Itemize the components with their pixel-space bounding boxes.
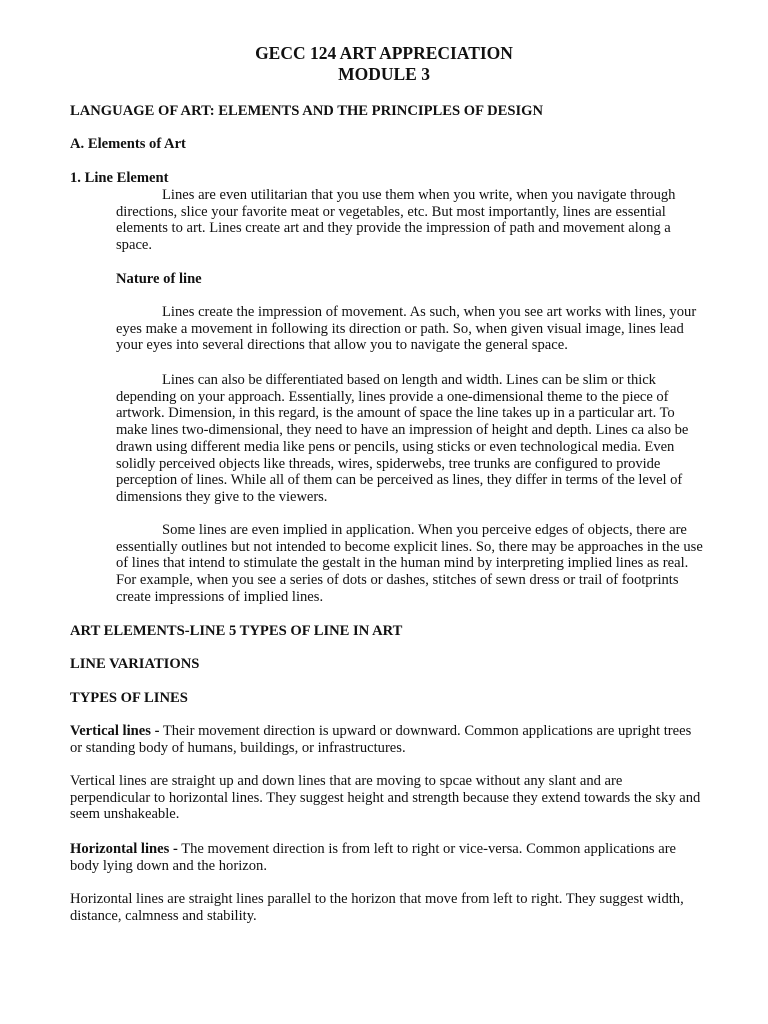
paragraph-implied-lines: Some lines are even implied in application. When you perceive edges of objects, there are essentially outlines but not intended to become explicit lines. So, there may be approaches in the use of lines that intend to stimulate the gestalt in the human mind by interpreting implied lines as real. For example, when you see a series of dots or dashes, stitches of sewn dress or trail of footprints create impressions of implied lines. [116,522,703,605]
nature-of-line-heading: Nature of line [116,271,202,287]
vertical-lines-text: Their movement direction is upward or downward. Common applications are upright trees or standing body of humans, buildings, or infrastructures. [70,723,692,756]
vertical-lines-definition [70,723,702,756]
module-label: MODULE 3 [338,64,430,84]
document-title: GECC 124 ART APPRECIATION [255,43,513,63]
vertical-lines-paragraph: Vertical lines are straight up and down lines that are moving to spcae without any slant and are perpendicular to horizontal lines. They suggest height and strength because they extend towards the sky and seem unshakeable. [70,773,701,823]
horizontal-lines-paragraph: Horizontal lines are straight lines parallel to the horizon that move from left to right. They suggest width, distance, calmness and stability. [70,891,684,924]
section-a-heading: A. Elements of Art [70,136,186,152]
main-heading: LANGUAGE OF ART: ELEMENTS AND THE PRINCIPLES OF DESIGN [70,103,544,119]
horizontal-lines-text: The movement direction is from left to right or vice-versa. Common applications are body lying down and the horizon. [70,841,677,874]
horizontal-lines-definition [70,841,702,874]
vertical-lines-label: Vertical lines - [70,723,160,739]
paragraph-nature-of-line: Lines create the impression of movement. As such, when you see art works with lines, your eyes make a movement in following its direction or path. So, when given visual image, lines lead your eyes into several directions that allow you to navigate the general space. [116,304,697,354]
line-variations-heading: LINE VARIATIONS [70,656,200,672]
paragraph-line-element: Lines are even utilitarian that you use them when you write, when you navigate through directions, slice your favorite meat or vegetables, etc. But most importantly, lines are essential elements to art. Lines create art and they provide the impression of path and movement along a space. [116,187,676,254]
horizontal-lines-label: Horizontal lines - [70,841,178,857]
section-1-heading: 1. Line Element [70,170,169,186]
types-of-lines-heading: TYPES OF LINES [70,690,188,706]
art-elements-heading: ART ELEMENTS-LINE 5 TYPES OF LINE IN ART [70,623,403,639]
paragraph-length-width: Lines can also be differentiated based on length and width. Lines can be slim or thick depending on your approach. Essentially, lines provide a one-dimensional theme to the piece of artwork. Dimension, in this regard, is the amount of space the line takes up in a particular art. To make lines two-dimensional, they need to have an impression of height and depth. Lines ca also be drawn using different media like pens or pencils, using sticks or even technological media. Even solidly perceived objects like threads, wires, spiderwebs, tree trunks are configured to provide perception of lines. While all of them can be perceived as lines, they differ in terms of the level of dimensions they give to the viewers. [116,372,689,505]
